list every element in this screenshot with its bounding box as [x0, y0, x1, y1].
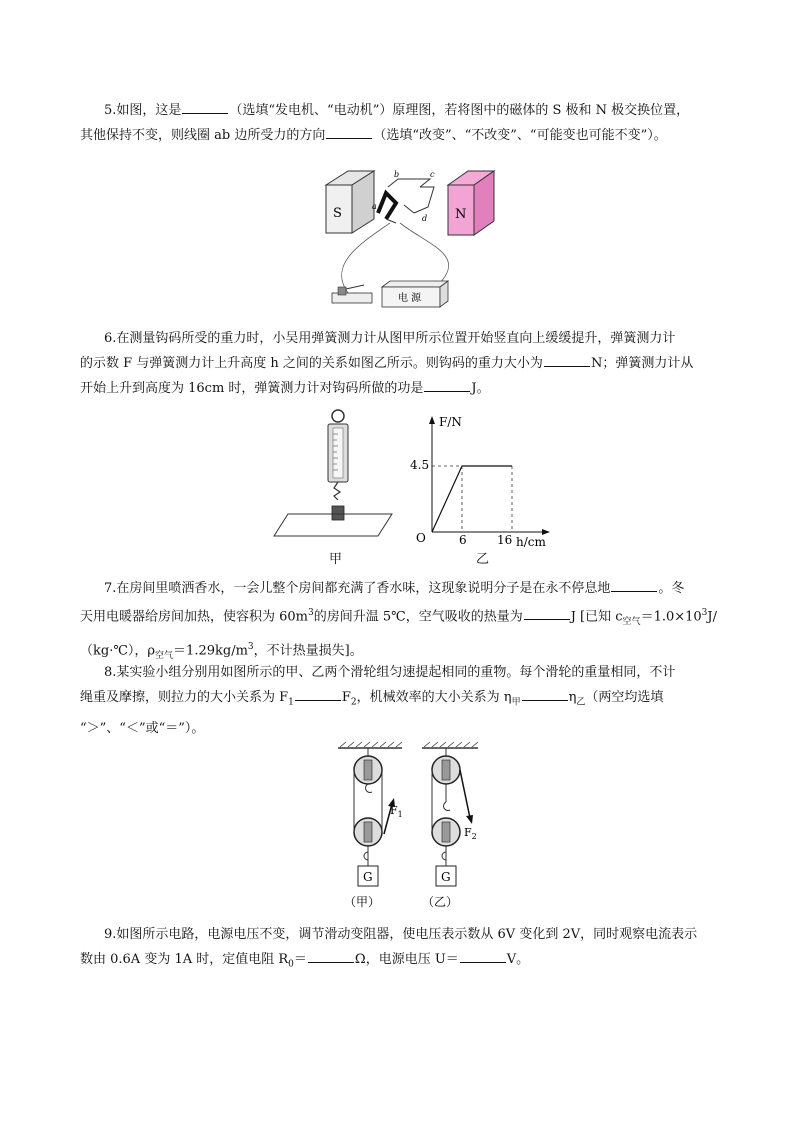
pulley-jia-caption: （甲）	[344, 895, 381, 909]
pulley-yi-caption: （乙）	[422, 895, 459, 909]
q7-text: （kg·℃），ρ	[80, 643, 156, 659]
figure-yi-caption: 乙	[476, 552, 490, 567]
subscript: 1	[288, 697, 294, 708]
q8-text: （两空均选填	[585, 690, 664, 705]
graph-series-line	[432, 466, 512, 532]
q5-blank-1	[182, 99, 228, 114]
subscript: 2	[350, 697, 357, 708]
q8-text: ，机械效率的大小关系为 η	[356, 690, 512, 705]
battery-label: 电 源	[398, 293, 422, 304]
q9-blank-1	[308, 948, 354, 963]
motor-diagram	[318, 165, 498, 315]
q5-text: 其他保持不变，则线圈 ab 边所受力的方向	[80, 128, 326, 143]
q7-blank-1	[611, 577, 657, 592]
q6-text: J。	[471, 381, 490, 396]
question-5	[80, 98, 725, 148]
magnet-n-label: N	[455, 207, 467, 222]
magnet-s-label: S	[333, 206, 342, 221]
question-6	[80, 326, 725, 401]
q8-text: “＞”、“＜”或“＝”）。	[80, 720, 205, 736]
question-8	[80, 660, 725, 741]
subscript: 空气	[622, 616, 641, 627]
coil-c-label: c	[430, 170, 435, 179]
q7-text: ，不计热量损失]。	[253, 643, 363, 659]
q6-text: 开始上升到高度为 16cm 时，弹簧测力计对钩码所做的功是	[80, 381, 424, 396]
graph-y-tick: 4.5	[410, 458, 430, 472]
force-f2-label	[464, 826, 477, 841]
q7-text: J/	[707, 609, 717, 625]
q5-text: （选填“改变”、“不改变”、“可能变也可能不变”）。	[373, 128, 667, 143]
q7-text: 的房间升温 5℃，空气吸收的热量为	[313, 609, 523, 625]
subscript: 乙	[576, 697, 586, 708]
q8-text: η	[568, 690, 577, 705]
question-7	[80, 576, 725, 669]
graph-x-label: h/cm	[516, 535, 546, 549]
force-label-sub: 1	[397, 810, 403, 819]
question-9	[80, 922, 725, 978]
q6-blank-1	[544, 352, 590, 367]
q5-text: （选填“发电机、“电动机”）原理图，若将图中的磁体的 S 极和 N 极交换位置，	[229, 103, 690, 118]
f-h-graph	[412, 414, 562, 554]
q9-text: ＝	[293, 952, 307, 967]
q5-blank-2	[326, 124, 372, 139]
q9-blank-2	[460, 948, 506, 963]
graph-x-tick: 16	[497, 533, 513, 547]
subscript: 甲	[511, 697, 521, 708]
coil-a-label: a	[372, 202, 377, 211]
coil-d-label: d	[422, 214, 428, 223]
superscript: 3	[247, 641, 254, 652]
graph-origin: O	[416, 531, 426, 545]
q6-text: N；弹簧测力计从	[590, 356, 694, 371]
spring-scale-figure	[268, 408, 408, 540]
q7-text: ＝1.0×10	[640, 609, 702, 625]
q8-text: F	[341, 690, 351, 705]
graph-series-polyline	[432, 466, 512, 532]
q7-text: 天用电暖器给房间加热，使容积为 60m	[80, 609, 309, 625]
force-label-text: F	[464, 826, 472, 839]
figure-jia-caption: 甲	[329, 552, 343, 567]
q6-blank-2	[424, 377, 470, 392]
q6-text: 的示数 F 与弹簧测力计上升高度 h 之间的关系如图乙所示。则钩码的重力大小为	[80, 356, 543, 371]
weight-g-label: G	[363, 870, 373, 884]
graph-x-tick: 6	[459, 533, 467, 547]
graph-y-label: F/N	[439, 415, 462, 429]
force-label-sub: 2	[471, 832, 477, 841]
pulley-diagram	[330, 740, 490, 915]
force-f1-label	[390, 804, 403, 819]
q9-text: 9.如图所示电路，电源电压不变，调节滑动变阻器，使电压表示数从 6V 变化到 2V，同时观察电流表示	[104, 927, 698, 942]
coil-b-label: b	[394, 170, 400, 179]
superscript: 3	[308, 608, 314, 618]
force-label-text: F	[390, 804, 398, 817]
q5-text: 5.如图，这是	[104, 103, 182, 118]
q8-blank-1	[295, 686, 341, 701]
q7-blank-2	[524, 605, 570, 620]
q8-text: 绳重及摩擦，则拉力的大小关系为 F	[80, 690, 289, 705]
q7-text: J [已知 c	[570, 609, 623, 625]
superscript: 3	[701, 608, 708, 618]
subscript: 空气	[155, 650, 174, 661]
q7-text: 。冬	[658, 581, 685, 596]
q8-blank-2	[522, 686, 568, 701]
weight-g-label: G	[441, 870, 451, 884]
q8-text: 8.某实验小组分别用如图所示的甲、乙两个滑轮组匀速提起相同的重物。每个滑轮的重量相同，不计	[104, 665, 676, 680]
subscript: 0	[288, 959, 294, 970]
q9-text: Ω，电源电压 U＝	[354, 952, 459, 967]
q7-text: ＝1.29kg/m	[173, 643, 248, 659]
q7-text: 7.在房间里喷洒香水，一会儿整个房间都充满了香水味，这现象说明分子是在永不停息地	[104, 581, 611, 596]
q6-text: 6.在测量钩码所受的重力时，小吴用弹簧测力计从图甲所示位置开始竖直向上缓缓提升，弹簧测力计	[104, 331, 676, 346]
q9-text: V。	[506, 952, 530, 967]
q9-text: 数由 0.6A 变为 1A 时，定值电阻 R	[80, 952, 289, 967]
